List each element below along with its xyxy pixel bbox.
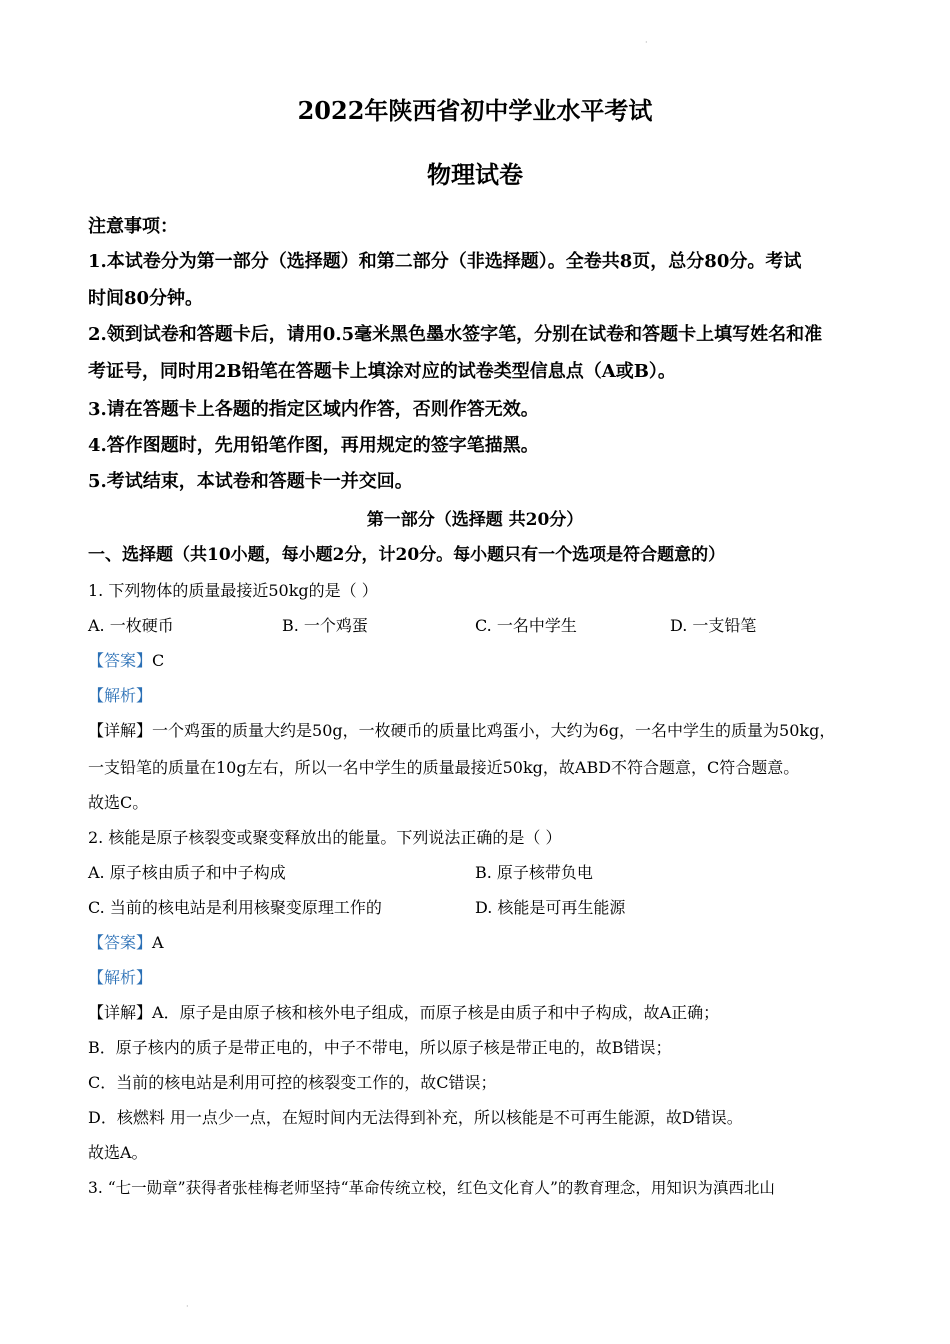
exam-title: 2022年陕西省初中学业水平考试 (297, 96, 653, 125)
exam-subtitle: 物理试卷 (427, 160, 523, 189)
question-2-detail-line-4: D．核燃料 用一点少一点，在短时间内无法得到补充，所以核能是不可再生能源，故D错误。 (88, 1108, 743, 1127)
notice-item-3: 3.请在答题卡上各题的指定区域内作答，否则作答无效。 (88, 399, 539, 420)
notice-item-1-line-1: 1.本试卷分为第一部分（选择题）和第二部分（非选择题）。全卷共8页，总分80分。考试 (88, 251, 802, 272)
question-2-analysis-tag: 【解析】 (88, 968, 153, 987)
question-3-stem: 3. “七一勋章”获得者张桂梅老师坚持“革命传统立校，红色文化育人”的教育理念，用知识为滇西北山 (88, 1179, 775, 1197)
answer-value: A (152, 933, 164, 952)
question-1-conclusion: 故选C。 (88, 793, 149, 812)
scan-dot: · (186, 1302, 189, 1311)
notice-item-2-line-1: 2.领到试卷和答题卡后，请用0.5毫米黑色墨水签字笔，分别在试卷和答题卡上填写姓名和准 (88, 324, 823, 345)
question-2-conclusion: 故选A。 (88, 1143, 148, 1162)
question-2-option-a: A. 原子核由质子和中子构成 (88, 863, 286, 882)
question-1-answer (88, 648, 164, 671)
question-2-option-b: B. 原子核带负电 (475, 863, 593, 882)
question-2-detail-line-3: C．当前的核电站是利用可控的核裂变工作的，故C错误； (88, 1073, 497, 1092)
question-1-option-a: A. 一枚硬币 (88, 616, 174, 635)
question-2-option-d: D. 核能是可再生能源 (475, 898, 626, 917)
answer-value: C (152, 651, 165, 670)
question-2-answer (88, 930, 164, 953)
notice-item-4: 4.答作图题时，先用铅笔作图，再用规定的签字笔描黑。 (88, 435, 539, 456)
notice-item-1-line-2: 时间80分钟。 (88, 288, 204, 309)
answer-tag: 【答案】 (88, 933, 153, 952)
question-2-stem: 2. 核能是原子核裂变或聚变释放出的能量。下列说法正确的是（ ） (88, 828, 562, 847)
detail-text: A．原子是由原子核和核外电子组成，而原子核是由质子和中子构成，故A正确； (152, 1003, 720, 1022)
question-1-detail-line-2: 一支铅笔的质量在10g左右，所以一名中学生的质量最接近50kg，故ABD不符合题意，C符合题意。 (88, 758, 800, 777)
question-1-option-b: B. 一个鸡蛋 (282, 616, 368, 635)
detail-tag: 【详解】 (88, 1003, 153, 1022)
question-2-detail-line-2: B．原子核内的质子是带正电的，中子不带电，所以原子核是带正电的，故B错误； (88, 1038, 672, 1057)
notice-heading: 注意事项： (88, 216, 178, 237)
detail-text: 一个鸡蛋的质量大约是50g，一枚硬币的质量比鸡蛋小，大约为6g，一名中学生的质量为50kg， (152, 721, 836, 740)
question-2-detail-line-1 (88, 1000, 719, 1023)
question-1-option-d: D. 一支铅笔 (670, 616, 757, 635)
section-heading: 一、选择题（共10小题，每小题2分，计20分。每小题只有一个选项是符合题意的） (88, 545, 726, 565)
notice-item-5: 5.考试结束，本试卷和答题卡一并交回。 (88, 471, 413, 492)
question-2-option-c: C. 当前的核电站是利用核聚变原理工作的 (88, 898, 382, 917)
question-1-stem: 1. 下列物体的质量最接近50kg的是（ ） (88, 581, 378, 600)
question-1-analysis-tag: 【解析】 (88, 686, 153, 705)
detail-tag: 【详解】 (88, 721, 153, 740)
question-1-option-c: C. 一名中学生 (475, 616, 577, 635)
part-one-heading: 第一部分（选择题 共20分） (366, 510, 584, 530)
scan-dot: · (645, 38, 648, 47)
answer-tag: 【答案】 (88, 651, 153, 670)
notice-item-2-line-2: 考证号，同时用2B铅笔在答题卡上填涂对应的试卷类型信息点（A或B）。 (88, 361, 676, 382)
question-1-detail-line-1 (88, 718, 835, 741)
